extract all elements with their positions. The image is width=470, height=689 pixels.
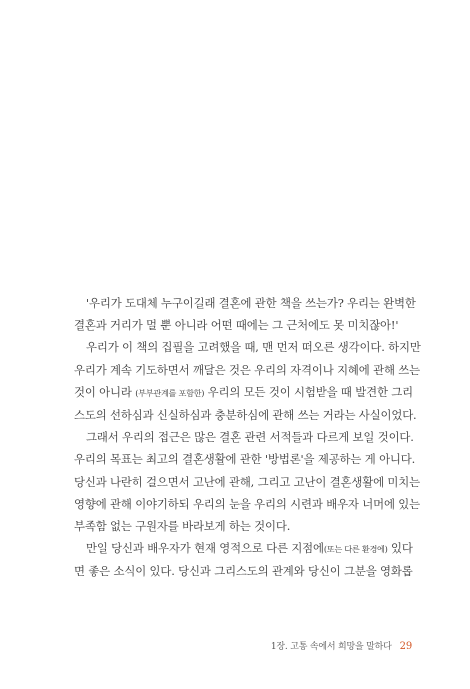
text-line: 우리의 목표는 최고의 결혼생활에 관한 '방법론'을 제공하는 게 아니다. xyxy=(74,452,416,467)
body-text xyxy=(74,292,421,583)
text-segment: 우리의 모든 것이 시험받을 때 발견한 그리 xyxy=(204,384,413,399)
text-line: 부족함 없는 구원자를 바라보게 하는 것이다. xyxy=(74,519,291,534)
paragraph xyxy=(74,292,416,336)
text-line: 스도의 선하심과 신실하심과 충분하심에 관해 쓰는 거라는 사실이었다. xyxy=(74,408,417,423)
text-line: 당신과 나란히 걸으면서 고난에 관해, 그리고 고난이 결혼생활에 미치는 xyxy=(74,474,420,489)
chapter-title: 1장. 고통 속에서 희망을 말하다 xyxy=(270,642,392,652)
parenthetical-note: (부부관계를 포함한) xyxy=(135,387,205,398)
text-line: 그래서 우리의 접근은 많은 결혼 관련 서적들과 다르게 보일 것이다. xyxy=(86,430,414,445)
paragraph xyxy=(74,336,421,426)
page-footer xyxy=(271,639,412,652)
text-line: '우리가 도대체 누구이길래 결혼에 관한 책을 쓰는가? 우리는 완벽한 xyxy=(86,296,416,310)
paragraph xyxy=(74,426,420,537)
page-number: 29 xyxy=(399,641,412,652)
text-segment: 것이 아니라 xyxy=(74,384,136,399)
text-line xyxy=(74,381,413,404)
text-line: 면 좋은 소식이 있다. 당신과 그리스도의 관계와 당신이 그분을 영화롭 xyxy=(74,564,413,579)
parenthetical-note: (또는 다른 환경에) xyxy=(323,544,388,555)
text-segment: 만일 당신과 배우자가 현재 영적으로 다른 지점에 xyxy=(86,541,324,556)
text-segment: 있다 xyxy=(387,541,413,556)
text-line: 우리가 계속 기도하면서 깨달은 것은 우리의 자격이나 지혜에 관해 쓰는 xyxy=(74,362,420,377)
paragraph xyxy=(74,537,413,582)
text-line: 영향에 관해 이야기하되 우리의 눈을 우리의 시련과 배우자 너머에 있는 xyxy=(74,496,420,511)
text-line: 우리가 이 책의 집필을 고려했을 때, 맨 먼저 떠오른 생각이다. 하지만 xyxy=(86,340,421,355)
text-line xyxy=(74,537,413,560)
text-line: 결혼과 거리가 멀 뿐 아니라 어떤 때에는 그 근처에도 못 미치잖아!' xyxy=(74,318,399,333)
